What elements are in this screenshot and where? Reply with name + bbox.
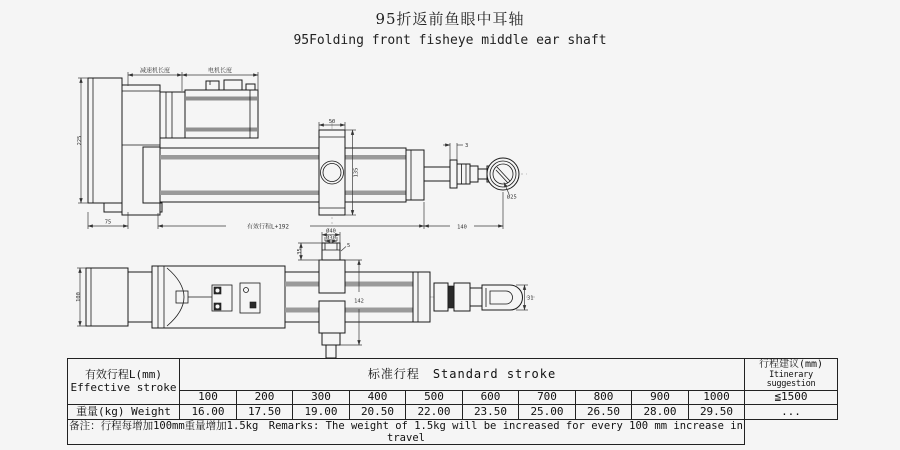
remark-row: 备注：行程每增加100mm重量增加1.5kg Remarks: The weight of 1.5kg will be increased for every 100 mm increase in travel: [69, 420, 743, 445]
title-block: [0, 8, 900, 48]
stroke-value: 1000: [689, 391, 745, 405]
weight-value: 20.50: [350, 405, 406, 420]
stroke-value: 300: [293, 391, 350, 405]
side-view-drawing: [77, 67, 527, 231]
page-title-en: 95Folding front fisheye middle ear shaft: [293, 33, 607, 48]
dim-pin-inner: Ø30: [326, 235, 336, 242]
spec-table: [67, 358, 838, 445]
itinerary-suggestion-zh: 行程建议(mm): [758, 359, 824, 370]
itinerary-suggestion-en: Itinerary suggestion: [766, 369, 816, 390]
effective-stroke-en: Effective stroke: [70, 380, 177, 394]
stroke-value: 400: [350, 391, 406, 405]
dim-pin-outer: Ø40: [326, 228, 336, 235]
table-phantom-cell: [745, 420, 838, 445]
weight-value: 29.50: [689, 405, 745, 420]
dim-base-depth: 75: [104, 219, 112, 226]
stroke-value: 800: [576, 391, 632, 405]
dim-body-width: 100: [75, 292, 82, 302]
weight-value: 23.50: [463, 405, 519, 420]
dim-motor-length: 电机长度: [207, 67, 233, 75]
stroke-value: 100: [180, 391, 237, 405]
stroke-value: 900: [632, 391, 689, 405]
suggestion-value: ≦1500: [745, 391, 838, 405]
dim-eye-bore: Ø25: [507, 194, 517, 201]
dim-ear-span: 142: [354, 298, 364, 305]
dim-plate-thickness: 3: [465, 143, 469, 150]
stroke-value: 700: [519, 391, 576, 405]
weight-value: 16.00: [180, 405, 237, 420]
dim-pin-length: 35: [297, 248, 303, 255]
weight-value: 26.50: [576, 405, 632, 420]
dim-ear-block-width: 50: [328, 118, 336, 125]
weight-value: 25.00: [519, 405, 576, 420]
stroke-value: 500: [406, 391, 463, 405]
effective-stroke-zh: 有效行程L(mm): [84, 367, 163, 381]
dim-overall-height: 225: [76, 135, 83, 146]
dim-stroke-length: 有效行程L+192: [246, 223, 290, 231]
weight-values-row: [68, 405, 838, 420]
weight-label: 重量(kg) Weight: [68, 405, 180, 420]
stroke-value: 600: [463, 391, 519, 405]
weight-value: 22.00: [406, 405, 463, 420]
standard-stroke-header: 标准行程 Standard stroke: [180, 359, 745, 391]
weight-suggestion: ...: [745, 405, 838, 420]
stroke-values-row: [68, 391, 838, 405]
page-title-zh: 95折返前鱼眼中耳轴: [375, 10, 525, 28]
weight-value: 28.00: [632, 405, 689, 420]
dim-pin-step: 5: [347, 243, 351, 249]
weight-value: 17.50: [237, 405, 293, 420]
itinerary-suggestion-header: [745, 359, 838, 391]
top-view-drawing: [76, 228, 535, 358]
dim-front-length: 140: [457, 224, 467, 231]
weight-value: 19.00: [293, 405, 350, 420]
dim-eye-width: 31: [527, 295, 534, 302]
dim-reducer-length: 减速机长度: [139, 67, 171, 75]
dim-ear-block-height: 135: [353, 167, 360, 178]
stroke-value: 200: [237, 391, 293, 405]
effective-stroke-header: [68, 359, 180, 405]
